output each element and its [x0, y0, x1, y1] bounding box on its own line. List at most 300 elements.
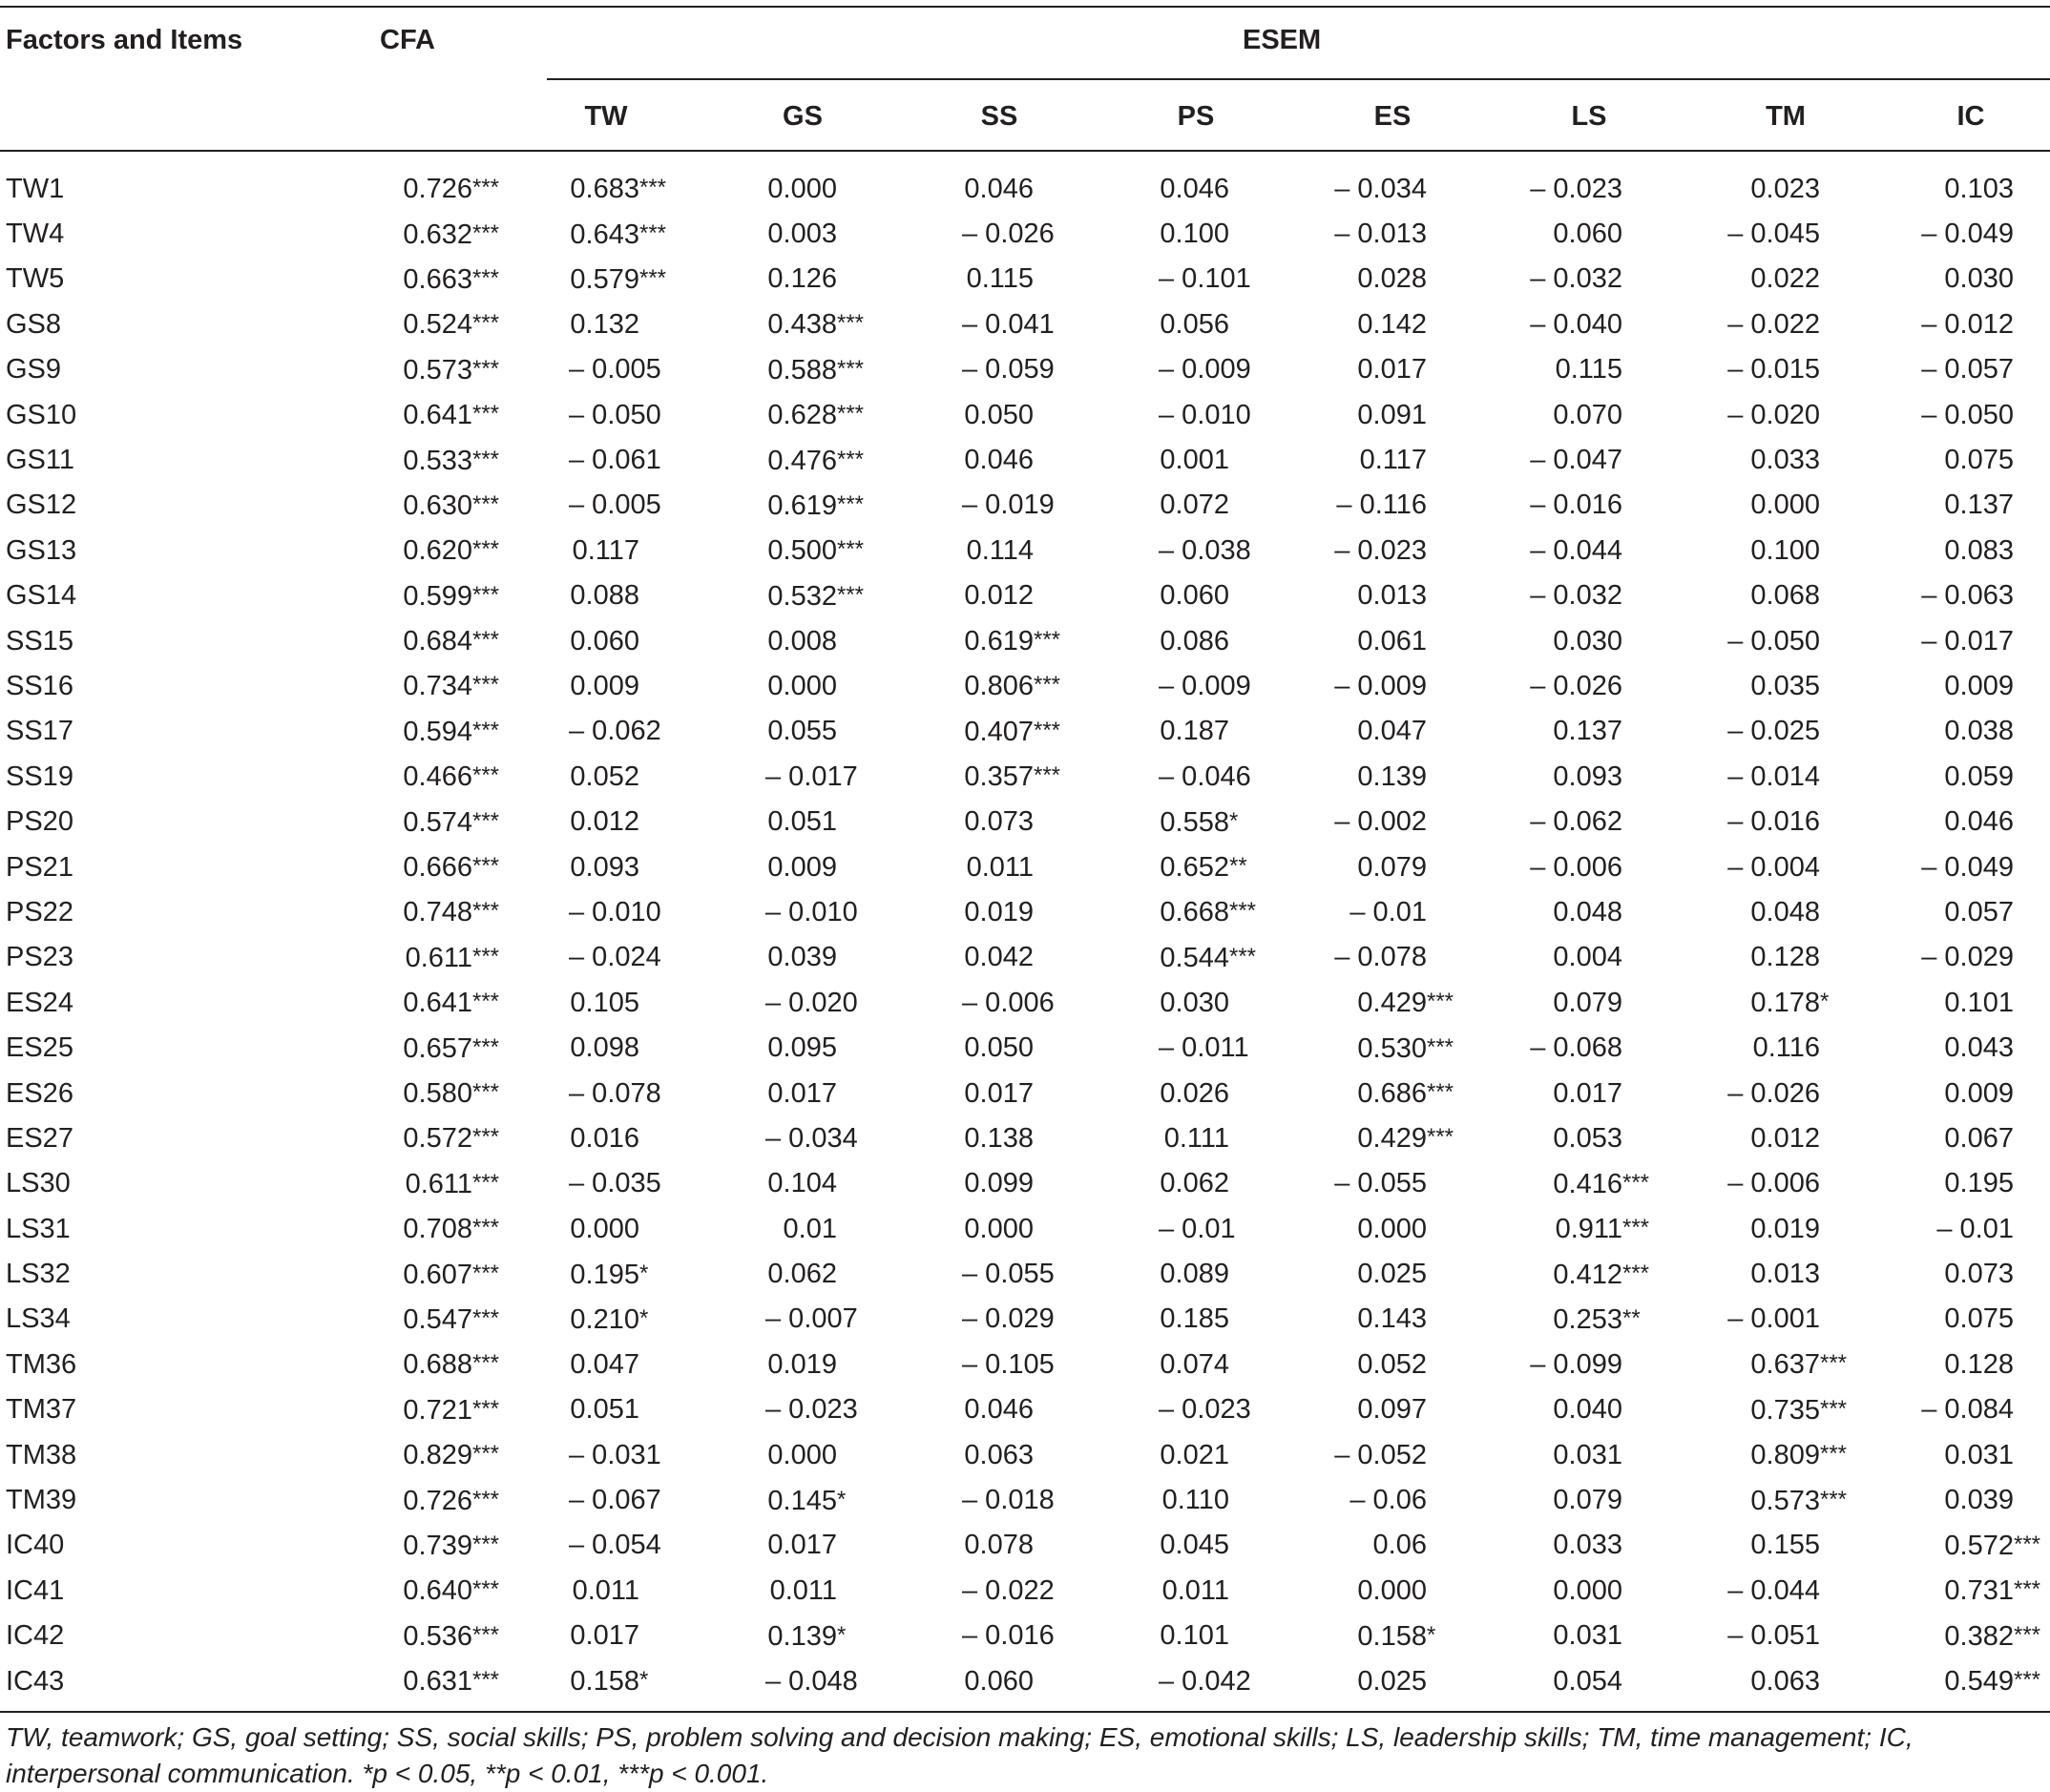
cell-tw: 0.579***	[570, 263, 667, 295]
cell-ic: 0.083	[1944, 534, 2014, 566]
cell-cfa: 0.708***	[403, 1214, 500, 1245]
table-row	[0, 1477, 2050, 1522]
table-row	[0, 618, 2050, 663]
cell-ps: – 0.009	[1159, 670, 1251, 701]
cell-cfa: 0.684***	[403, 626, 500, 657]
cell-es: 0.158*	[1357, 1620, 1436, 1652]
cell-tw: 0.051	[570, 1394, 639, 1426]
table-row	[0, 935, 2050, 980]
item-label: TM37	[6, 1394, 77, 1426]
cell-ls: – 0.032	[1530, 580, 1622, 612]
cell-ic: 0.075	[1944, 1303, 2014, 1335]
cell-ls: 0.079	[1553, 987, 1622, 1018]
cell-es: – 0.034	[1334, 173, 1427, 204]
table-row	[0, 889, 2050, 934]
cell-cfa: 0.631***	[403, 1666, 500, 1698]
cell-cfa: 0.466***	[403, 761, 500, 793]
cell-es: – 0.078	[1334, 942, 1427, 973]
table-row	[0, 166, 2050, 211]
cell-tw: – 0.062	[569, 716, 661, 747]
cell-ls: 0.031	[1553, 1620, 1622, 1652]
cell-tw: – 0.078	[569, 1077, 661, 1109]
cell-es: 0.000	[1357, 1574, 1427, 1606]
cell-gs: 0.139*	[767, 1620, 847, 1652]
cell-cfa: 0.688***	[403, 1349, 500, 1381]
cell-cfa: 0.632***	[403, 219, 500, 250]
cell-cfa: 0.524***	[403, 309, 500, 341]
cell-tw: 0.117	[572, 534, 639, 566]
cell-gs: 0.500***	[767, 535, 865, 567]
item-label: ES24	[6, 987, 73, 1018]
cell-es: 0.06	[1372, 1530, 1427, 1561]
table-row	[0, 1206, 2050, 1251]
cell-tm: 0.063	[1750, 1665, 1820, 1697]
cell-tm: 0.035	[1750, 670, 1820, 701]
cell-tm: 0.068	[1750, 580, 1820, 612]
cell-ic: 0.039	[1944, 1485, 2014, 1516]
cell-tm: – 0.014	[1727, 761, 1820, 792]
cell-ls: 0.115	[1555, 354, 1622, 385]
cell-ps: 0.111	[1163, 1122, 1229, 1154]
cell-ic: 0.030	[1944, 263, 2014, 295]
cell-tw: 0.158*	[570, 1666, 649, 1698]
cell-tm: – 0.044	[1727, 1574, 1820, 1606]
table-row	[0, 573, 2050, 618]
cell-tw: 0.098	[570, 1032, 639, 1064]
cell-ss: – 0.055	[962, 1259, 1055, 1290]
item-label: IC42	[6, 1620, 65, 1652]
cell-cfa: 0.641***	[403, 988, 500, 1019]
cell-tw: – 0.067	[569, 1485, 661, 1516]
cell-gs: 0.588***	[767, 354, 865, 385]
cell-tm: – 0.026	[1727, 1077, 1820, 1109]
cell-tm: – 0.016	[1727, 806, 1820, 838]
cell-ps: 0.030	[1160, 987, 1229, 1018]
cell-ss: 0.073	[964, 806, 1034, 838]
cell-tm: 0.019	[1750, 1213, 1820, 1244]
cell-es: 0.530***	[1357, 1032, 1454, 1064]
cell-tw: 0.088	[570, 580, 639, 612]
cell-ps: – 0.101	[1159, 263, 1251, 295]
cell-ls: – 0.016	[1530, 490, 1622, 521]
cell-es: 0.079	[1357, 851, 1427, 883]
cell-tw: – 0.061	[569, 445, 661, 476]
cell-tw: – 0.031	[569, 1439, 661, 1470]
cell-tm: 0.735***	[1750, 1394, 1848, 1426]
cell-cfa: 0.748***	[403, 897, 500, 928]
cell-es: – 0.052	[1334, 1439, 1427, 1470]
cell-tm: 0.637***	[1750, 1349, 1848, 1381]
cell-ls: – 0.006	[1530, 851, 1622, 883]
cell-cfa: 0.607***	[403, 1259, 500, 1290]
cell-ss: 0.046	[964, 445, 1034, 476]
cell-ic: – 0.01	[1936, 1213, 2014, 1244]
item-label: GS12	[6, 490, 77, 521]
cell-ps: 0.056	[1160, 308, 1229, 340]
table-bottom-rule	[0, 1711, 2050, 1713]
cell-ls: 0.079	[1553, 1485, 1622, 1516]
cell-ls: 0.416***	[1553, 1168, 1650, 1199]
cell-gs: – 0.048	[765, 1665, 858, 1697]
cell-tm: 0.012	[1750, 1122, 1820, 1154]
cell-tm: 0.000	[1750, 490, 1820, 521]
item-label: LS31	[6, 1213, 71, 1244]
header-esem-ps: PS	[1177, 101, 1215, 132]
cell-ss: 0.042	[964, 942, 1034, 973]
cell-ic: 0.009	[1944, 670, 2014, 701]
cell-gs: 0.628***	[767, 400, 865, 431]
cell-tw: – 0.050	[569, 399, 661, 430]
cell-gs: 0.017	[767, 1077, 837, 1109]
table-row	[0, 392, 2050, 437]
cell-cfa: 0.580***	[403, 1078, 500, 1109]
cell-ic: 0.137	[1944, 490, 2014, 521]
cell-tw: – 0.054	[569, 1530, 661, 1561]
cell-cfa: 0.572***	[403, 1123, 500, 1155]
item-label: TM38	[6, 1439, 77, 1470]
cell-cfa: 0.533***	[403, 445, 500, 476]
table-row	[0, 1568, 2050, 1613]
cell-ls: 0.412***	[1553, 1259, 1650, 1290]
cell-tw: 0.017	[570, 1620, 639, 1652]
item-label: GS11	[6, 445, 75, 476]
cell-ic: 0.031	[1944, 1439, 2014, 1470]
cell-ss: – 0.026	[962, 219, 1055, 250]
table-row	[0, 709, 2050, 754]
item-label: IC40	[6, 1530, 65, 1561]
cell-ps: 0.100	[1160, 219, 1229, 250]
item-label: IC43	[6, 1665, 65, 1697]
item-label: LS34	[6, 1303, 71, 1335]
cell-ss: – 0.059	[962, 354, 1055, 385]
cell-ss: 0.050	[964, 399, 1034, 430]
cell-ss: 0.619***	[964, 626, 1061, 657]
cell-ic: – 0.057	[1921, 354, 2014, 385]
cell-tm: – 0.001	[1727, 1303, 1820, 1335]
cell-ss: – 0.029	[962, 1303, 1055, 1335]
cell-tw: 0.052	[570, 761, 639, 792]
cell-es: 0.017	[1357, 354, 1427, 385]
cell-ls: 0.054	[1553, 1665, 1622, 1697]
cell-ic: – 0.012	[1921, 308, 2014, 340]
cell-ic: 0.057	[1944, 896, 2014, 927]
cell-ps: 0.045	[1160, 1530, 1229, 1561]
item-label: TM36	[6, 1348, 77, 1380]
cell-ic: 0.731***	[1944, 1575, 2041, 1607]
cell-ls: 0.070	[1553, 399, 1622, 430]
cell-ps: – 0.010	[1159, 399, 1251, 430]
item-label: TM39	[6, 1485, 77, 1516]
cell-gs: 0.104	[767, 1168, 837, 1199]
cell-ls: 0.137	[1553, 716, 1622, 747]
cell-ls: 0.093	[1553, 761, 1622, 792]
table-row	[0, 1342, 2050, 1386]
cell-gs: 0.008	[767, 625, 837, 656]
cell-ps: 0.652**	[1160, 852, 1247, 884]
cell-tw: 0.011	[572, 1574, 639, 1606]
cell-ps: 0.101	[1160, 1620, 1229, 1652]
cell-ss: – 0.022	[962, 1574, 1055, 1606]
item-label: TW1	[6, 173, 65, 204]
cell-cfa: 0.657***	[403, 1032, 500, 1064]
cell-ps: 0.001	[1160, 445, 1229, 476]
cell-ss: 0.078	[964, 1530, 1034, 1561]
item-label: GS9	[6, 354, 62, 385]
cell-cfa: 0.611***	[405, 942, 500, 973]
cell-ic: – 0.029	[1921, 942, 2014, 973]
cell-ls: 0.911***	[1555, 1214, 1650, 1245]
table-row	[0, 1115, 2050, 1160]
cell-ls: 0.033	[1553, 1530, 1622, 1561]
cell-gs: 0.019	[767, 1348, 837, 1380]
cell-ss: 0.138	[964, 1122, 1034, 1154]
cell-cfa: 0.594***	[403, 716, 500, 747]
cell-ps: – 0.009	[1159, 354, 1251, 385]
cell-tm: 0.022	[1750, 263, 1820, 295]
cell-ic: 0.073	[1944, 1259, 2014, 1290]
cell-ps: – 0.023	[1159, 1394, 1251, 1426]
cell-gs: 0.039	[767, 942, 837, 973]
cell-ic: 0.549***	[1944, 1666, 2041, 1698]
cell-gs: 0.009	[767, 851, 837, 883]
cell-ps: – 0.01	[1159, 1213, 1236, 1244]
cell-tw: 0.195*	[570, 1259, 649, 1290]
cell-tw: 0.012	[570, 806, 639, 838]
cell-ls: 0.060	[1553, 219, 1622, 250]
cell-ic: 0.195	[1944, 1168, 2014, 1199]
cell-tw: 0.060	[570, 625, 639, 656]
cell-ic: – 0.017	[1921, 625, 2014, 656]
cell-tm: 0.178*	[1750, 988, 1830, 1019]
cell-cfa: 0.726***	[403, 1485, 500, 1516]
table-row	[0, 1614, 2050, 1658]
item-label: SS17	[6, 716, 73, 747]
item-label: PS22	[6, 896, 73, 927]
cell-ps: 0.668***	[1160, 897, 1257, 928]
cell-gs: 0.062	[767, 1259, 837, 1290]
cell-es: – 0.009	[1334, 670, 1427, 701]
cell-cfa: 0.574***	[403, 806, 500, 838]
cell-ps: 0.086	[1160, 625, 1229, 656]
item-label: PS21	[6, 851, 73, 883]
cell-gs: 0.01	[783, 1213, 837, 1244]
table-row	[0, 1658, 2050, 1703]
cell-ss: 0.011	[966, 851, 1034, 883]
cell-ps: 0.089	[1160, 1259, 1229, 1290]
cell-ss: 0.050	[964, 1032, 1034, 1064]
cell-es: 0.028	[1357, 263, 1427, 295]
item-label: GS13	[6, 534, 77, 566]
cell-ic: 0.103	[1944, 173, 2014, 204]
cell-ps: 0.072	[1160, 490, 1229, 521]
item-label: ES27	[6, 1122, 73, 1154]
cell-cfa: 0.599***	[403, 580, 500, 612]
cell-gs: 0.476***	[767, 445, 865, 476]
cell-ls: – 0.062	[1530, 806, 1622, 838]
cell-ic: 0.067	[1944, 1122, 2014, 1154]
cell-ps: 0.185	[1160, 1303, 1229, 1335]
cell-es: 0.025	[1357, 1665, 1427, 1697]
cell-cfa: 0.663***	[403, 263, 500, 295]
cell-es: 0.429***	[1357, 988, 1454, 1019]
cell-ss: – 0.019	[962, 490, 1055, 521]
cell-cfa: 0.721***	[403, 1394, 500, 1426]
cell-gs: 0.000	[767, 670, 837, 701]
cell-tm: 0.128	[1750, 942, 1820, 973]
cell-tm: 0.048	[1750, 896, 1820, 927]
cell-ic: 0.075	[1944, 445, 2014, 476]
item-label: SS16	[6, 670, 73, 701]
cell-gs: 0.126	[767, 263, 837, 295]
cell-ls: – 0.068	[1530, 1032, 1622, 1064]
cell-ls: 0.030	[1553, 625, 1622, 656]
item-label: SS15	[6, 625, 73, 656]
cell-tw: 0.683***	[570, 174, 667, 205]
cell-gs: – 0.034	[765, 1122, 858, 1154]
cell-gs: – 0.007	[765, 1303, 858, 1335]
cell-tw: – 0.005	[569, 490, 661, 521]
cell-ss: 0.019	[964, 896, 1034, 927]
cell-ps: 0.187	[1160, 716, 1229, 747]
cell-tw: 0.047	[570, 1348, 639, 1380]
cell-gs: 0.145*	[767, 1485, 847, 1516]
cell-gs: – 0.020	[765, 987, 858, 1018]
cell-tw: 0.132	[570, 308, 639, 340]
cell-gs: 0.532***	[767, 580, 865, 612]
cell-ls: – 0.047	[1530, 445, 1622, 476]
cell-es: 0.142	[1357, 308, 1427, 340]
cell-tm: 0.809***	[1750, 1440, 1848, 1471]
cell-tw: – 0.010	[569, 896, 661, 927]
table-row	[0, 754, 2050, 799]
table-row	[0, 1297, 2050, 1342]
cell-ic: 0.128	[1944, 1348, 2014, 1380]
cell-ic: 0.572***	[1944, 1530, 2041, 1561]
cell-ss: 0.046	[964, 1394, 1034, 1426]
cell-ss: – 0.018	[962, 1485, 1055, 1516]
cell-es: 0.091	[1357, 399, 1427, 430]
cell-tm: – 0.025	[1727, 716, 1820, 747]
cell-es: – 0.002	[1334, 806, 1427, 838]
table-row	[0, 437, 2050, 482]
cell-ic: 0.043	[1944, 1032, 2014, 1064]
item-label: PS23	[6, 942, 73, 973]
cell-es: 0.429***	[1357, 1123, 1454, 1155]
cell-es: 0.686***	[1357, 1078, 1454, 1109]
cell-ps: 0.060	[1160, 580, 1229, 612]
cell-ls: 0.004	[1553, 942, 1622, 973]
cell-ss: 0.000	[964, 1213, 1034, 1244]
cell-es: – 0.023	[1334, 534, 1427, 566]
table-top-rule	[0, 6, 2050, 8]
cell-cfa: 0.726***	[403, 174, 500, 205]
cell-ls: 0.253**	[1553, 1303, 1641, 1335]
item-label: SS19	[6, 761, 73, 792]
cell-gs: 0.011	[769, 1574, 837, 1606]
cell-es: – 0.01	[1349, 896, 1427, 927]
item-label: LS30	[6, 1168, 71, 1199]
cell-ls: 0.031	[1553, 1439, 1622, 1470]
cell-tm: 0.100	[1750, 534, 1820, 566]
cell-tw: 0.000	[570, 1213, 639, 1244]
cell-ss: – 0.105	[962, 1348, 1055, 1380]
cell-tm: – 0.006	[1727, 1168, 1820, 1199]
table-row	[0, 844, 2050, 889]
cell-ls: 0.017	[1553, 1077, 1622, 1109]
cell-ic: – 0.050	[1921, 399, 2014, 430]
table-footnote: TW, teamwork; GS, goal setting; SS, social skills; PS, problem solving and decision making; ES, emotional skills; LS, leadership skills; TM, time management; IC, interpersonal communication. *p < 0.05, **p < 0.01, ***p < 0.001.	[6, 1722, 1914, 1788]
header-esem-gs: GS	[783, 101, 823, 132]
item-label: PS20	[6, 806, 73, 838]
cell-cfa: 0.641***	[403, 400, 500, 431]
cell-gs: 0.619***	[767, 490, 865, 521]
cell-ss: 0.017	[964, 1077, 1034, 1109]
cell-tw: 0.105	[570, 987, 639, 1018]
table-row	[0, 211, 2050, 256]
item-label: IC41	[6, 1574, 65, 1606]
table-row	[0, 1071, 2050, 1115]
cell-cfa: 0.547***	[403, 1303, 500, 1335]
cell-ps: – 0.046	[1159, 761, 1251, 792]
cell-tm: – 0.015	[1727, 354, 1820, 385]
header-esem-ls: LS	[1571, 101, 1607, 132]
cell-es: – 0.116	[1336, 490, 1427, 521]
cell-es: – 0.055	[1334, 1168, 1427, 1199]
cell-ps: 0.011	[1161, 1574, 1229, 1606]
cell-tm: 0.155	[1750, 1530, 1820, 1561]
cell-tm: 0.573***	[1750, 1485, 1848, 1516]
cell-es: – 0.06	[1349, 1485, 1427, 1516]
cell-es: 0.000	[1357, 1213, 1427, 1244]
cell-es: – 0.013	[1334, 219, 1427, 250]
cell-ss: 0.114	[966, 534, 1034, 566]
item-label: GS14	[6, 580, 77, 612]
cell-ss: 0.407***	[964, 716, 1061, 747]
cell-es: 0.025	[1357, 1259, 1427, 1290]
cell-ls: – 0.032	[1530, 263, 1622, 295]
table-row	[0, 302, 2050, 346]
cell-ss: 0.806***	[964, 671, 1061, 702]
table-row	[0, 980, 2050, 1025]
header-esem-ic: IC	[1956, 101, 1985, 132]
table-row	[0, 1161, 2050, 1206]
cell-gs: 0.055	[767, 716, 837, 747]
cell-ic: 0.059	[1944, 761, 2014, 792]
cell-es: 0.143	[1357, 1303, 1427, 1335]
cell-ss: 0.012	[964, 580, 1034, 612]
cell-tm: – 0.051	[1727, 1620, 1820, 1652]
cell-tm: – 0.045	[1727, 219, 1820, 250]
cell-cfa: 0.536***	[403, 1620, 500, 1652]
cell-ic: – 0.084	[1921, 1394, 2014, 1426]
cell-ps: 0.021	[1160, 1439, 1229, 1470]
cell-ps: 0.074	[1160, 1348, 1229, 1380]
table-body	[0, 166, 2050, 1703]
cell-es: 0.139	[1357, 761, 1427, 792]
header-esem-es: ES	[1373, 101, 1412, 132]
header-esem-tw: TW	[584, 101, 628, 132]
cell-ls: 0.053	[1553, 1122, 1622, 1154]
cell-tw: – 0.035	[569, 1168, 661, 1199]
table-row	[0, 1523, 2050, 1568]
cell-ls: – 0.040	[1530, 308, 1622, 340]
cell-ss: – 0.006	[962, 987, 1055, 1018]
cell-cfa: 0.640***	[403, 1575, 500, 1607]
cell-ps: 0.026	[1160, 1077, 1229, 1109]
cell-tm: 0.013	[1750, 1259, 1820, 1290]
cell-gs: 0.000	[767, 173, 837, 204]
cell-gs: – 0.023	[765, 1394, 858, 1426]
